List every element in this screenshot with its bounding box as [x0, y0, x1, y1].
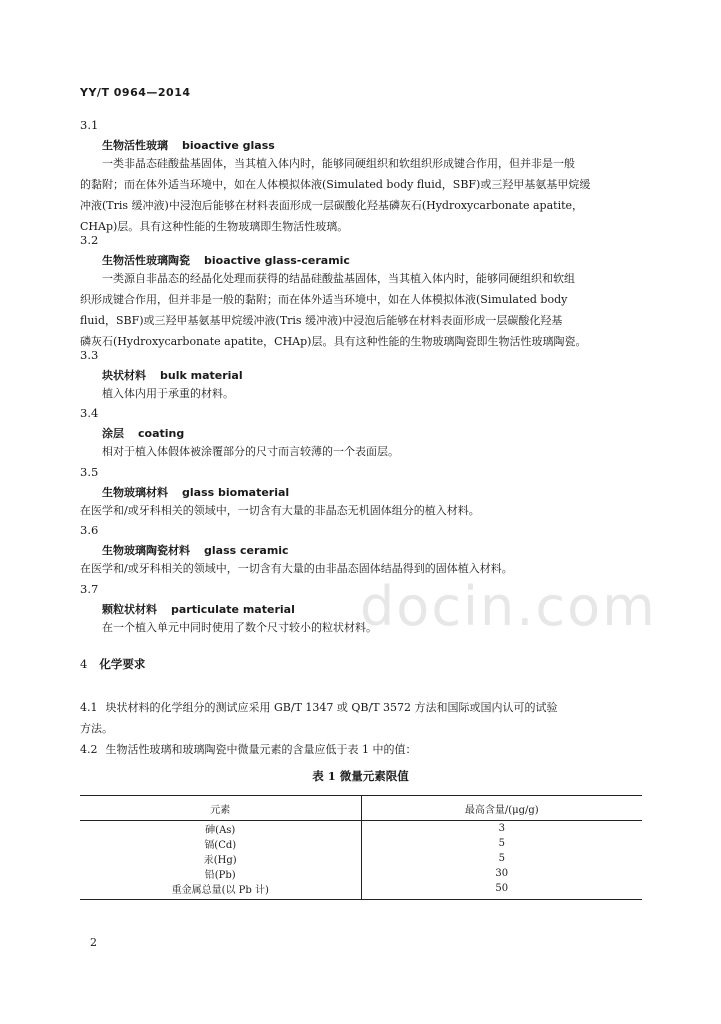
definition-line: 磷灰石(Hydroxycarbonate apatite，CHAp)层。具有这种性能的生物玻璃陶瓷即生物活性玻璃陶瓷。 [80, 335, 587, 348]
table-cell: 铅(Pb) [80, 866, 361, 881]
term-3-4 [80, 406, 642, 458]
term-number: 3.4 [80, 406, 99, 420]
term-definition [80, 153, 642, 237]
column-header: 元素 [80, 796, 361, 821]
term-title-cn: 生物活性玻璃 [102, 139, 168, 152]
term-number: 3.1 [80, 118, 99, 132]
table-row [80, 851, 642, 866]
term-definition: 在医学和/或牙科相关的领域中，一切含有大量的非晶态无机固体组分的植入材料。 [80, 504, 480, 517]
term-title [102, 137, 275, 153]
paragraph-4-1 [80, 697, 642, 739]
table-cell: 汞(Hg) [80, 851, 361, 866]
term-title-cn: 颗粒状材料 [102, 603, 157, 616]
paragraph-4-2 [80, 739, 642, 760]
table-cell: 镉(Cd) [80, 836, 361, 851]
definition-line: fluid，SBF)或三羟甲基氨基甲烷缓冲液(Tris 缓冲液)中浸泡后能够在材料表面形成一层碳酸化羟基 [80, 314, 563, 327]
term-title-cn: 生物玻璃材料 [102, 486, 168, 499]
paragraph-number: 4.1 [80, 701, 98, 714]
table-cell: 砷(As) [80, 821, 361, 837]
paragraph-line: 方法。 [80, 722, 113, 735]
term-3-2 [80, 233, 642, 348]
table-cell: 5 [498, 853, 505, 864]
definition-line: 冲液(Tris 缓冲液)中浸泡后能够在材料表面形成一层碳酸化羟基磷灰石(Hydroxycarbonate apatite， [80, 199, 584, 212]
term-title [102, 484, 289, 500]
term-number: 3.3 [80, 348, 99, 362]
section-heading [80, 656, 145, 672]
section-title: 化学要求 [99, 657, 146, 671]
definition-line: 织形成键合作用，但并非是一般的黏附；而在体外适当环境中，如在人体模拟体液(Simulated body [80, 293, 568, 306]
watermark: docin.com [360, 575, 657, 638]
term-title-cn: 涂层 [102, 427, 124, 440]
definition-line: CHAp)层。具有这种性能的生物玻璃即生物活性玻璃。 [80, 220, 349, 233]
term-title [102, 542, 289, 558]
term-3-1 [80, 118, 642, 233]
term-title-cn: 块状材料 [102, 369, 146, 382]
table-row [80, 836, 642, 851]
table-cell: 50 [361, 881, 642, 900]
term-definition: 在医学和/或牙科相关的领域中，一切含有大量的由非晶态固体结晶得到的固体植入材料。 [80, 562, 513, 575]
term-3-5 [80, 465, 642, 517]
term-title-en: glass biomaterial [182, 486, 290, 499]
table-header-row [80, 796, 642, 821]
term-title-en: bulk material [160, 369, 243, 382]
paragraph-number: 4.2 [80, 743, 98, 756]
standard-code: YY/T 0964—2014 [80, 86, 191, 99]
table-cell: 5 [498, 838, 505, 849]
term-title [102, 367, 243, 383]
definition-line: 一类源自非晶态的经晶化处理而获得的结晶硅酸盐基固体，当其植入体内时，能够同硬组织和软组 [102, 272, 575, 285]
term-number: 3.2 [80, 233, 99, 247]
paragraph-line: 块状材料的化学组分的测试应采用 GB/T 1347 或 QB/T 3572 方法和国际或国内认可的试验 [105, 701, 558, 714]
term-title-cn: 生物活性玻璃陶瓷 [102, 254, 190, 267]
table-cell: 重金属总量(以 Pb 计) [80, 881, 361, 900]
term-title-en: particulate material [171, 603, 295, 616]
term-title-cn: 生物玻璃陶瓷材料 [102, 544, 190, 557]
term-title-en: coating [138, 427, 185, 440]
term-3-3 [80, 348, 642, 400]
term-definition [80, 268, 642, 352]
term-definition: 植入体内用于承重的材料。 [102, 387, 234, 400]
definition-line: 的黏附；而在体外适当环境中，如在人体模拟体液(Simulated body fluid，SBF)或三羟甲基氨基甲烷缓 [80, 178, 591, 191]
term-title-en: glass ceramic [204, 544, 289, 557]
term-title [102, 252, 350, 268]
term-number: 3.5 [80, 465, 99, 479]
term-title-en: bioactive glass-ceramic [204, 254, 350, 267]
table-row [80, 881, 642, 900]
term-3-6 [80, 523, 642, 575]
term-title-en: bioactive glass [182, 139, 275, 152]
column-header: 最高含量/(μg/g) [361, 796, 642, 821]
term-definition: 在一个植入单元中同时使用了数个尺寸较小的粒状材料。 [102, 621, 377, 634]
term-number: 3.7 [80, 582, 99, 596]
section-number: 4 [80, 657, 88, 671]
paragraph-text: 生物活性玻璃和玻璃陶瓷中微量元素的含量应低于表 1 中的值： [105, 743, 417, 756]
term-title [102, 601, 295, 617]
trace-element-table [80, 795, 642, 900]
term-definition: 相对于植入体假体被涂覆部分的尺寸而言较薄的一个表面层。 [102, 445, 399, 458]
table-title: 表 1 微量元素限值 [312, 769, 409, 783]
page-number: 2 [90, 936, 97, 949]
definition-line: 一类非晶态硅酸盐基固体，当其植入体内时，能够同硬组织和软组织形成键合作用，但并非是一般 [102, 157, 575, 170]
table-row [80, 821, 642, 837]
term-title [102, 425, 184, 441]
term-number: 3.6 [80, 523, 99, 537]
table-cell: 3 [498, 823, 505, 834]
table-row [80, 866, 642, 881]
table-cell: 30 [495, 868, 509, 879]
